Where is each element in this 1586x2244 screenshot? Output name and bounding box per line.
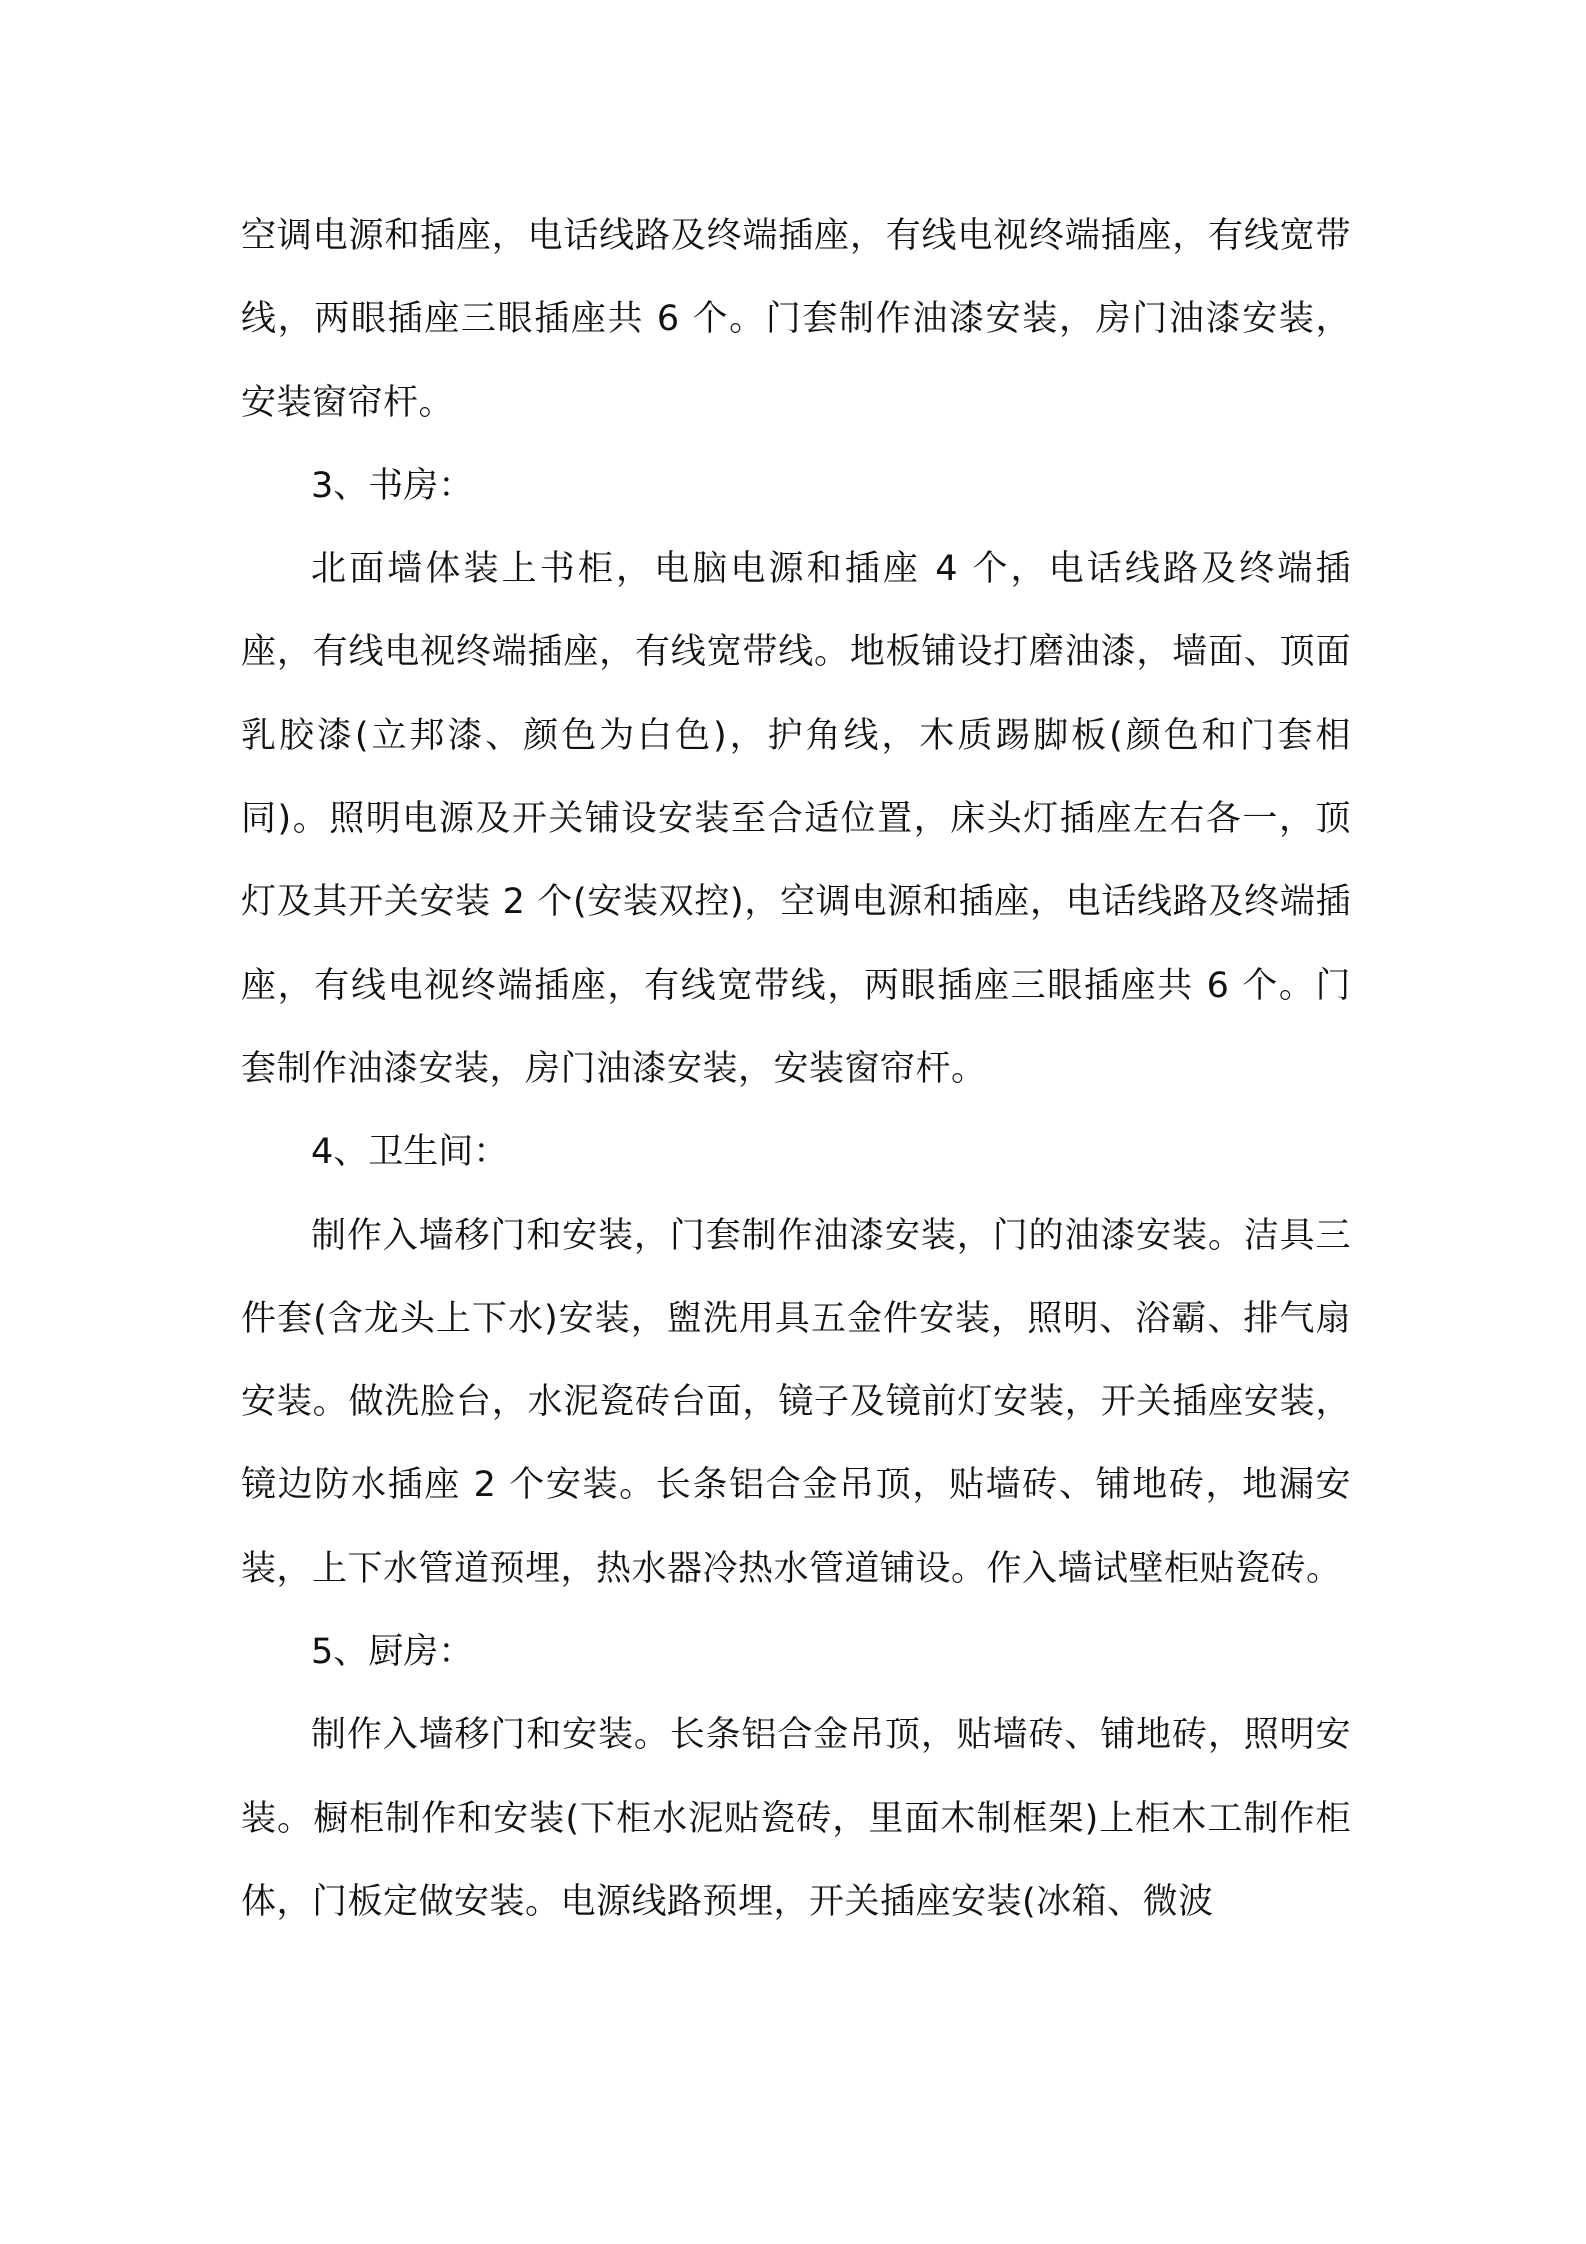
paragraph-kitchen: 制作入墙移门和安装。长条铝合金吊顶，贴墙砖、铺地砖，照明安装。橱柜制作和安装(下柜水泥贴瓷砖，里面木制框架)上柜木工制作柜体，门板定做安装。电源线路预埋，开关插座安装(冰箱、微波 [241, 1715, 1351, 1922]
document-body [241, 195, 1351, 1944]
paragraph-continued: 空调电源和插座，电话线路及终端插座，有线电视终端插座，有线宽带线，两眼插座三眼插座共 6 个。门套制作油漆安装，房门油漆安装，安装窗帘杆。 [241, 216, 1351, 423]
section-heading-study: 3、书房： [311, 465, 474, 506]
section-heading-kitchen: 5、厨房： [311, 1632, 474, 1673]
paragraph-bathroom: 制作入墙移门和安装，门套制作油漆安装，门的油漆安装。洁具三件套(含龙头上下水)安装，盥洗用具五金件安装，照明、浴霸、排气扇安装。做洗脸台，水泥瓷砖台面，镜子及镜前灯安装，开关插座安装，镜边防水插座 2 个安装。长条铝合金吊顶，贴墙砖、铺地砖，地漏安装，上下水管道预埋，热水器冷热水管道铺设。作入墙试壁柜贴瓷砖。 [241, 1215, 1351, 1589]
paragraph-study: 北面墙体装上书柜，电脑电源和插座 4 个，电话线路及终端插座，有线电视终端插座，有线宽带线。地板铺设打磨油漆，墙面、顶面乳胶漆(立邦漆、颜色为白色)，护角线，木质踢脚板(颜色和门套相同)。照明电源及开关铺设安装至合适位置，床头灯插座左右各一，顶灯及其开关安装 2 个(安装双控)，空调电源和插座，电话线路及终端插座，有线电视终端插座，有线宽带线，两眼插座三眼插座共 6 个。门套制作油漆安装，房门油漆安装，安装窗帘杆。 [241, 549, 1351, 1089]
section-heading-bathroom: 4、卫生间： [311, 1132, 509, 1173]
